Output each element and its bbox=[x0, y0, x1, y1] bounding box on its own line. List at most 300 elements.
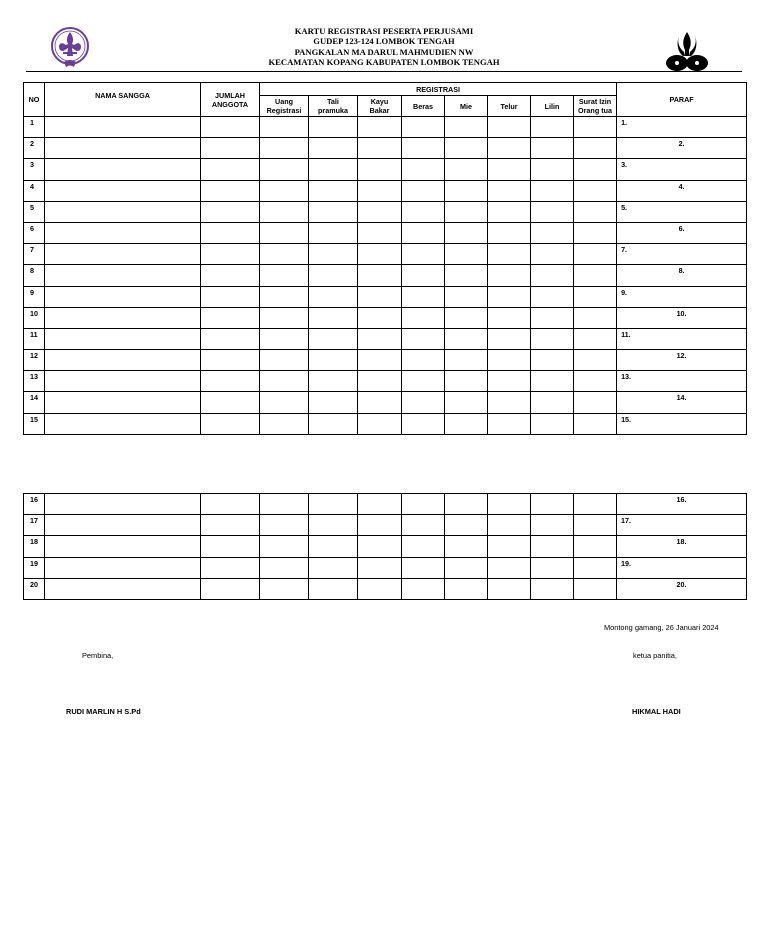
entry-cell[interactable] bbox=[309, 413, 358, 434]
entry-cell[interactable] bbox=[445, 138, 488, 159]
entry-cell[interactable] bbox=[402, 201, 445, 222]
entry-cell[interactable] bbox=[201, 307, 260, 328]
entry-cell[interactable] bbox=[201, 350, 260, 371]
table-row bbox=[24, 201, 747, 222]
entry-cell[interactable] bbox=[201, 265, 260, 286]
entry-cell[interactable] bbox=[574, 307, 617, 328]
entry-cell[interactable] bbox=[260, 578, 309, 599]
entry-cell[interactable] bbox=[402, 117, 445, 138]
entry-cell[interactable] bbox=[531, 494, 574, 515]
entry-cell[interactable] bbox=[45, 371, 201, 392]
entry-cell[interactable] bbox=[445, 578, 488, 599]
header-sub-line: Lilin bbox=[544, 101, 560, 111]
entry-cell[interactable] bbox=[402, 392, 445, 413]
row-number: 8 bbox=[24, 265, 45, 286]
table-row bbox=[24, 222, 747, 243]
paraf-cell[interactable]: 8. bbox=[617, 265, 747, 286]
entry-cell[interactable] bbox=[531, 413, 574, 434]
entry-cell[interactable] bbox=[488, 350, 531, 371]
table-row bbox=[24, 413, 747, 434]
entry-cell[interactable] bbox=[260, 392, 309, 413]
entry-cell[interactable] bbox=[402, 515, 445, 536]
entry-cell[interactable] bbox=[531, 392, 574, 413]
entry-cell[interactable] bbox=[260, 159, 309, 180]
header-sub-line: Tali bbox=[327, 97, 339, 106]
entry-cell[interactable] bbox=[488, 307, 531, 328]
entry-cell[interactable] bbox=[531, 117, 574, 138]
entry-cell[interactable] bbox=[445, 201, 488, 222]
entry-cell[interactable] bbox=[574, 371, 617, 392]
entry-cell[interactable] bbox=[574, 222, 617, 243]
row-number: 4 bbox=[24, 180, 45, 201]
entry-cell[interactable] bbox=[260, 328, 309, 349]
entry-cell[interactable] bbox=[402, 578, 445, 599]
table-row bbox=[24, 371, 747, 392]
header-registrasi-sub bbox=[574, 96, 617, 117]
entry-cell[interactable] bbox=[488, 138, 531, 159]
header-paraf: PARAF bbox=[617, 83, 747, 117]
entry-cell[interactable] bbox=[260, 286, 309, 307]
row-number: 2 bbox=[24, 138, 45, 159]
entry-cell[interactable] bbox=[201, 371, 260, 392]
entry-cell[interactable] bbox=[309, 536, 358, 557]
paraf-cell[interactable]: 2. bbox=[617, 138, 747, 159]
paraf-cell[interactable]: 3. bbox=[617, 159, 747, 180]
entry-cell[interactable] bbox=[402, 413, 445, 434]
entry-cell[interactable] bbox=[309, 371, 358, 392]
entry-cell[interactable] bbox=[531, 557, 574, 578]
title-line-1: KARTU REGISTRASI PESERTA PERJUSAMI bbox=[294, 26, 474, 36]
entry-cell[interactable] bbox=[260, 201, 309, 222]
header-sub-line: Uang bbox=[275, 97, 293, 106]
entry-cell[interactable] bbox=[445, 413, 488, 434]
entry-cell[interactable] bbox=[574, 578, 617, 599]
entry-cell[interactable] bbox=[488, 413, 531, 434]
entry-cell[interactable] bbox=[402, 286, 445, 307]
entry-cell[interactable] bbox=[402, 307, 445, 328]
entry-cell[interactable] bbox=[445, 244, 488, 265]
entry-cell[interactable] bbox=[260, 536, 309, 557]
document-title bbox=[200, 26, 568, 68]
entry-cell[interactable] bbox=[260, 180, 309, 201]
entry-cell[interactable] bbox=[260, 494, 309, 515]
scout-emblem-icon bbox=[50, 26, 90, 70]
entry-cell[interactable] bbox=[445, 117, 488, 138]
header-registrasi-sub bbox=[358, 96, 402, 117]
paraf-cell[interactable]: 12. bbox=[617, 350, 747, 371]
entry-cell[interactable] bbox=[402, 536, 445, 557]
entry-cell[interactable] bbox=[402, 494, 445, 515]
entry-cell[interactable] bbox=[574, 138, 617, 159]
entry-cell[interactable] bbox=[488, 286, 531, 307]
entry-cell[interactable] bbox=[445, 307, 488, 328]
paraf-cell[interactable]: 5. bbox=[617, 201, 747, 222]
entry-cell[interactable] bbox=[358, 371, 402, 392]
entry-cell[interactable] bbox=[260, 557, 309, 578]
entry-cell[interactable] bbox=[358, 392, 402, 413]
header-jumlah-line1: JUMLAH bbox=[215, 90, 245, 100]
row-number: 18 bbox=[24, 536, 45, 557]
row-number: 20 bbox=[24, 578, 45, 599]
paraf-cell[interactable]: 10. bbox=[617, 307, 747, 328]
entry-cell[interactable] bbox=[358, 515, 402, 536]
header-jumlah-line2: ANGGOTA bbox=[211, 99, 249, 109]
tunas-kelapa-icon bbox=[664, 30, 710, 72]
row-number: 7 bbox=[24, 244, 45, 265]
entry-cell[interactable] bbox=[309, 222, 358, 243]
entry-cell[interactable] bbox=[45, 244, 201, 265]
left-signatory-role: Pembina, bbox=[82, 651, 114, 660]
title-line-4: KECAMATAN KOPANG KABUPATEN LOMBOK TENGAH bbox=[268, 57, 500, 68]
entry-cell[interactable] bbox=[260, 138, 309, 159]
entry-cell[interactable] bbox=[445, 328, 488, 349]
right-signatory-role: ketua panitia, bbox=[633, 651, 677, 660]
entry-cell[interactable] bbox=[201, 180, 260, 201]
entry-cell[interactable] bbox=[45, 350, 201, 371]
entry-cell[interactable] bbox=[445, 536, 488, 557]
entry-cell[interactable] bbox=[201, 578, 260, 599]
table-row bbox=[24, 265, 747, 286]
entry-cell[interactable] bbox=[574, 557, 617, 578]
entry-cell[interactable] bbox=[260, 222, 309, 243]
entry-cell[interactable] bbox=[488, 392, 531, 413]
entry-cell[interactable] bbox=[402, 244, 445, 265]
table-row bbox=[24, 494, 747, 515]
entry-cell[interactable] bbox=[45, 201, 201, 222]
title-line-3: PANGKALAN MA DARUL MAHMUDIEN NW bbox=[294, 46, 474, 57]
entry-cell[interactable] bbox=[531, 371, 574, 392]
table-row bbox=[24, 392, 747, 413]
entry-cell[interactable] bbox=[488, 494, 531, 515]
entry-cell[interactable] bbox=[358, 159, 402, 180]
paraf-cell[interactable]: 9. bbox=[617, 286, 747, 307]
header-divider bbox=[26, 71, 742, 72]
table-row bbox=[24, 180, 747, 201]
entry-cell[interactable] bbox=[445, 286, 488, 307]
paraf-cell[interactable]: 6. bbox=[617, 222, 747, 243]
entry-cell[interactable] bbox=[402, 371, 445, 392]
entry-cell[interactable] bbox=[574, 117, 617, 138]
entry-cell[interactable] bbox=[358, 265, 402, 286]
entry-cell[interactable] bbox=[201, 201, 260, 222]
header-registrasi-sub bbox=[488, 96, 531, 117]
row-number: 17 bbox=[24, 515, 45, 536]
entry-cell[interactable] bbox=[309, 350, 358, 371]
entry-cell[interactable] bbox=[531, 222, 574, 243]
table-row bbox=[24, 328, 747, 349]
entry-cell[interactable] bbox=[488, 201, 531, 222]
table-row bbox=[24, 350, 747, 371]
header-sub-line: pramuka bbox=[318, 106, 348, 115]
entry-cell[interactable] bbox=[45, 578, 201, 599]
row-number: 1 bbox=[24, 117, 45, 138]
header-registrasi-sub bbox=[402, 96, 445, 117]
paraf-cell[interactable]: 16. bbox=[617, 494, 747, 515]
header-sub-line: Kayu bbox=[370, 97, 389, 106]
header-registrasi-sub bbox=[445, 96, 488, 117]
entry-cell[interactable] bbox=[309, 244, 358, 265]
entry-cell[interactable] bbox=[488, 328, 531, 349]
table-row bbox=[24, 578, 747, 599]
entry-cell[interactable] bbox=[201, 494, 260, 515]
entry-cell[interactable] bbox=[445, 350, 488, 371]
entry-cell[interactable] bbox=[260, 371, 309, 392]
entry-cell[interactable] bbox=[488, 515, 531, 536]
entry-cell[interactable] bbox=[574, 515, 617, 536]
entry-cell[interactable] bbox=[531, 307, 574, 328]
row-number: 14 bbox=[24, 392, 45, 413]
table-row bbox=[24, 244, 747, 265]
entry-cell[interactable] bbox=[402, 350, 445, 371]
header-registrasi-sub bbox=[260, 96, 309, 117]
paraf-cell[interactable]: 7. bbox=[617, 244, 747, 265]
entry-cell[interactable] bbox=[445, 180, 488, 201]
entry-cell[interactable] bbox=[201, 515, 260, 536]
title-line-2: GUDEP 123-124 LOMBOK TENGAH bbox=[313, 36, 455, 47]
entry-cell[interactable] bbox=[358, 557, 402, 578]
entry-cell[interactable] bbox=[358, 201, 402, 222]
header-sub-line: Registrasi bbox=[266, 106, 302, 115]
entry-cell[interactable] bbox=[309, 557, 358, 578]
entry-cell[interactable] bbox=[45, 536, 201, 557]
entry-cell[interactable] bbox=[531, 328, 574, 349]
paraf-cell[interactable]: 11. bbox=[617, 328, 747, 349]
entry-cell[interactable] bbox=[402, 222, 445, 243]
table-row bbox=[24, 557, 747, 578]
entry-cell[interactable] bbox=[358, 413, 402, 434]
entry-cell[interactable] bbox=[488, 371, 531, 392]
header-sub-line: Telur bbox=[500, 101, 518, 111]
row-number: 13 bbox=[24, 371, 45, 392]
entry-cell[interactable] bbox=[45, 117, 201, 138]
left-signatory-name: RUDI MARLIN H S.Pd bbox=[66, 707, 141, 716]
paraf-cell[interactable]: 17. bbox=[617, 515, 747, 536]
entry-cell[interactable] bbox=[488, 222, 531, 243]
entry-cell[interactable] bbox=[531, 515, 574, 536]
entry-cell[interactable] bbox=[309, 307, 358, 328]
registration-table-top bbox=[23, 82, 747, 435]
entry-cell[interactable] bbox=[201, 392, 260, 413]
table-row bbox=[24, 286, 747, 307]
header-registrasi-sub bbox=[531, 96, 574, 117]
table-row bbox=[24, 515, 747, 536]
entry-cell[interactable] bbox=[445, 371, 488, 392]
entry-cell[interactable] bbox=[488, 117, 531, 138]
entry-cell[interactable] bbox=[574, 413, 617, 434]
row-number: 9 bbox=[24, 286, 45, 307]
row-number: 10 bbox=[24, 307, 45, 328]
paraf-cell[interactable]: 19. bbox=[617, 557, 747, 578]
entry-cell[interactable] bbox=[402, 328, 445, 349]
header-sub-line: Beras bbox=[413, 101, 433, 111]
entry-cell[interactable] bbox=[574, 350, 617, 371]
table-row bbox=[24, 159, 747, 180]
entry-cell[interactable] bbox=[402, 557, 445, 578]
entry-cell[interactable] bbox=[445, 494, 488, 515]
entry-cell[interactable] bbox=[531, 265, 574, 286]
entry-cell[interactable] bbox=[45, 392, 201, 413]
entry-cell[interactable] bbox=[309, 117, 358, 138]
entry-cell[interactable] bbox=[260, 265, 309, 286]
table-row bbox=[24, 536, 747, 557]
entry-cell[interactable] bbox=[488, 159, 531, 180]
registration-table-bottom bbox=[23, 493, 747, 600]
header-no: NO bbox=[24, 83, 45, 117]
entry-cell[interactable] bbox=[201, 536, 260, 557]
entry-cell[interactable] bbox=[309, 494, 358, 515]
entry-cell[interactable] bbox=[45, 180, 201, 201]
entry-cell[interactable] bbox=[531, 138, 574, 159]
header-jumlah-anggota bbox=[201, 83, 260, 117]
entry-cell[interactable] bbox=[260, 515, 309, 536]
paraf-cell[interactable]: 13. bbox=[617, 371, 747, 392]
entry-cell[interactable] bbox=[309, 328, 358, 349]
entry-cell[interactable] bbox=[358, 307, 402, 328]
entry-cell[interactable] bbox=[201, 138, 260, 159]
entry-cell[interactable] bbox=[488, 536, 531, 557]
entry-cell[interactable] bbox=[488, 557, 531, 578]
entry-cell[interactable] bbox=[358, 117, 402, 138]
entry-cell[interactable] bbox=[531, 201, 574, 222]
entry-cell[interactable] bbox=[445, 265, 488, 286]
header-nama-sangga: NAMA SANGGA bbox=[45, 83, 201, 117]
entry-cell[interactable] bbox=[309, 265, 358, 286]
entry-cell[interactable] bbox=[45, 494, 201, 515]
entry-cell[interactable] bbox=[309, 286, 358, 307]
entry-cell[interactable] bbox=[201, 286, 260, 307]
entry-cell[interactable] bbox=[45, 222, 201, 243]
entry-cell[interactable] bbox=[402, 159, 445, 180]
entry-cell[interactable] bbox=[574, 494, 617, 515]
entry-cell[interactable] bbox=[574, 286, 617, 307]
entry-cell[interactable] bbox=[574, 180, 617, 201]
row-number: 3 bbox=[24, 159, 45, 180]
entry-cell[interactable] bbox=[201, 244, 260, 265]
right-signatory-name: HIKMAL HADI bbox=[632, 707, 681, 716]
entry-cell[interactable] bbox=[445, 515, 488, 536]
entry-cell[interactable] bbox=[531, 578, 574, 599]
entry-cell[interactable] bbox=[309, 180, 358, 201]
row-number: 16 bbox=[24, 494, 45, 515]
row-number: 6 bbox=[24, 222, 45, 243]
entry-cell[interactable] bbox=[445, 159, 488, 180]
document-header bbox=[0, 0, 768, 76]
entry-cell[interactable] bbox=[201, 159, 260, 180]
entry-cell[interactable] bbox=[574, 244, 617, 265]
entry-cell[interactable] bbox=[260, 350, 309, 371]
entry-cell[interactable] bbox=[45, 265, 201, 286]
entry-cell[interactable] bbox=[531, 350, 574, 371]
entry-cell[interactable] bbox=[358, 536, 402, 557]
entry-cell[interactable] bbox=[574, 328, 617, 349]
paraf-cell[interactable]: 14. bbox=[617, 392, 747, 413]
entry-cell[interactable] bbox=[358, 494, 402, 515]
entry-cell[interactable] bbox=[309, 159, 358, 180]
paraf-cell[interactable]: 1. bbox=[617, 117, 747, 138]
row-number: 5 bbox=[24, 201, 45, 222]
paraf-cell[interactable]: 15. bbox=[617, 413, 747, 434]
header-sub-line: Bakar bbox=[369, 106, 390, 115]
entry-cell[interactable] bbox=[45, 307, 201, 328]
paraf-cell[interactable]: 4. bbox=[617, 180, 747, 201]
entry-cell[interactable] bbox=[358, 328, 402, 349]
header-sub-line: Surat Izin bbox=[578, 97, 612, 106]
row-number: 15 bbox=[24, 413, 45, 434]
place-date: Montong gamang, 26 Januari 2024 bbox=[604, 623, 719, 632]
entry-cell[interactable] bbox=[574, 392, 617, 413]
entry-cell[interactable] bbox=[531, 244, 574, 265]
entry-cell[interactable] bbox=[488, 265, 531, 286]
entry-cell[interactable] bbox=[358, 286, 402, 307]
entry-cell[interactable] bbox=[201, 413, 260, 434]
entry-cell[interactable] bbox=[309, 201, 358, 222]
entry-cell[interactable] bbox=[402, 138, 445, 159]
entry-cell[interactable] bbox=[531, 536, 574, 557]
entry-cell[interactable] bbox=[488, 244, 531, 265]
entry-cell[interactable] bbox=[309, 138, 358, 159]
entry-cell[interactable] bbox=[260, 413, 309, 434]
header-sub-line: Orang tua bbox=[578, 106, 612, 115]
entry-cell[interactable] bbox=[201, 557, 260, 578]
entry-cell[interactable] bbox=[201, 222, 260, 243]
entry-cell[interactable] bbox=[260, 307, 309, 328]
entry-cell[interactable] bbox=[574, 201, 617, 222]
entry-cell[interactable] bbox=[445, 222, 488, 243]
entry-cell[interactable] bbox=[531, 159, 574, 180]
row-number: 19 bbox=[24, 557, 45, 578]
entry-cell[interactable] bbox=[402, 180, 445, 201]
entry-cell[interactable] bbox=[260, 244, 309, 265]
table-row bbox=[24, 307, 747, 328]
entry-cell[interactable] bbox=[309, 515, 358, 536]
entry-cell[interactable] bbox=[358, 350, 402, 371]
entry-cell[interactable] bbox=[402, 265, 445, 286]
entry-cell[interactable] bbox=[531, 286, 574, 307]
entry-cell[interactable] bbox=[45, 159, 201, 180]
entry-cell[interactable] bbox=[358, 138, 402, 159]
entry-cell[interactable] bbox=[201, 328, 260, 349]
entry-cell[interactable] bbox=[574, 265, 617, 286]
table-row bbox=[24, 117, 747, 138]
entry-cell[interactable] bbox=[358, 180, 402, 201]
entry-cell[interactable] bbox=[445, 557, 488, 578]
entry-cell[interactable] bbox=[574, 536, 617, 557]
entry-cell[interactable] bbox=[45, 557, 201, 578]
entry-cell[interactable] bbox=[309, 392, 358, 413]
entry-cell[interactable] bbox=[201, 117, 260, 138]
entry-cell[interactable] bbox=[45, 413, 201, 434]
entry-cell[interactable] bbox=[574, 159, 617, 180]
entry-cell[interactable] bbox=[309, 578, 358, 599]
paraf-cell[interactable]: 20. bbox=[617, 578, 747, 599]
header-sub-line: Mie bbox=[460, 101, 472, 111]
entry-cell[interactable] bbox=[488, 180, 531, 201]
entry-cell[interactable] bbox=[531, 180, 574, 201]
entry-cell[interactable] bbox=[358, 222, 402, 243]
table-row bbox=[24, 138, 747, 159]
entry-cell[interactable] bbox=[45, 328, 201, 349]
paraf-cell[interactable]: 18. bbox=[617, 536, 747, 557]
entry-cell[interactable] bbox=[260, 117, 309, 138]
entry-cell[interactable] bbox=[488, 578, 531, 599]
entry-cell[interactable] bbox=[45, 515, 201, 536]
entry-cell[interactable] bbox=[445, 392, 488, 413]
entry-cell[interactable] bbox=[45, 138, 201, 159]
header-registrasi-sub bbox=[309, 96, 358, 117]
entry-cell[interactable] bbox=[358, 244, 402, 265]
entry-cell[interactable] bbox=[45, 286, 201, 307]
entry-cell[interactable] bbox=[358, 578, 402, 599]
